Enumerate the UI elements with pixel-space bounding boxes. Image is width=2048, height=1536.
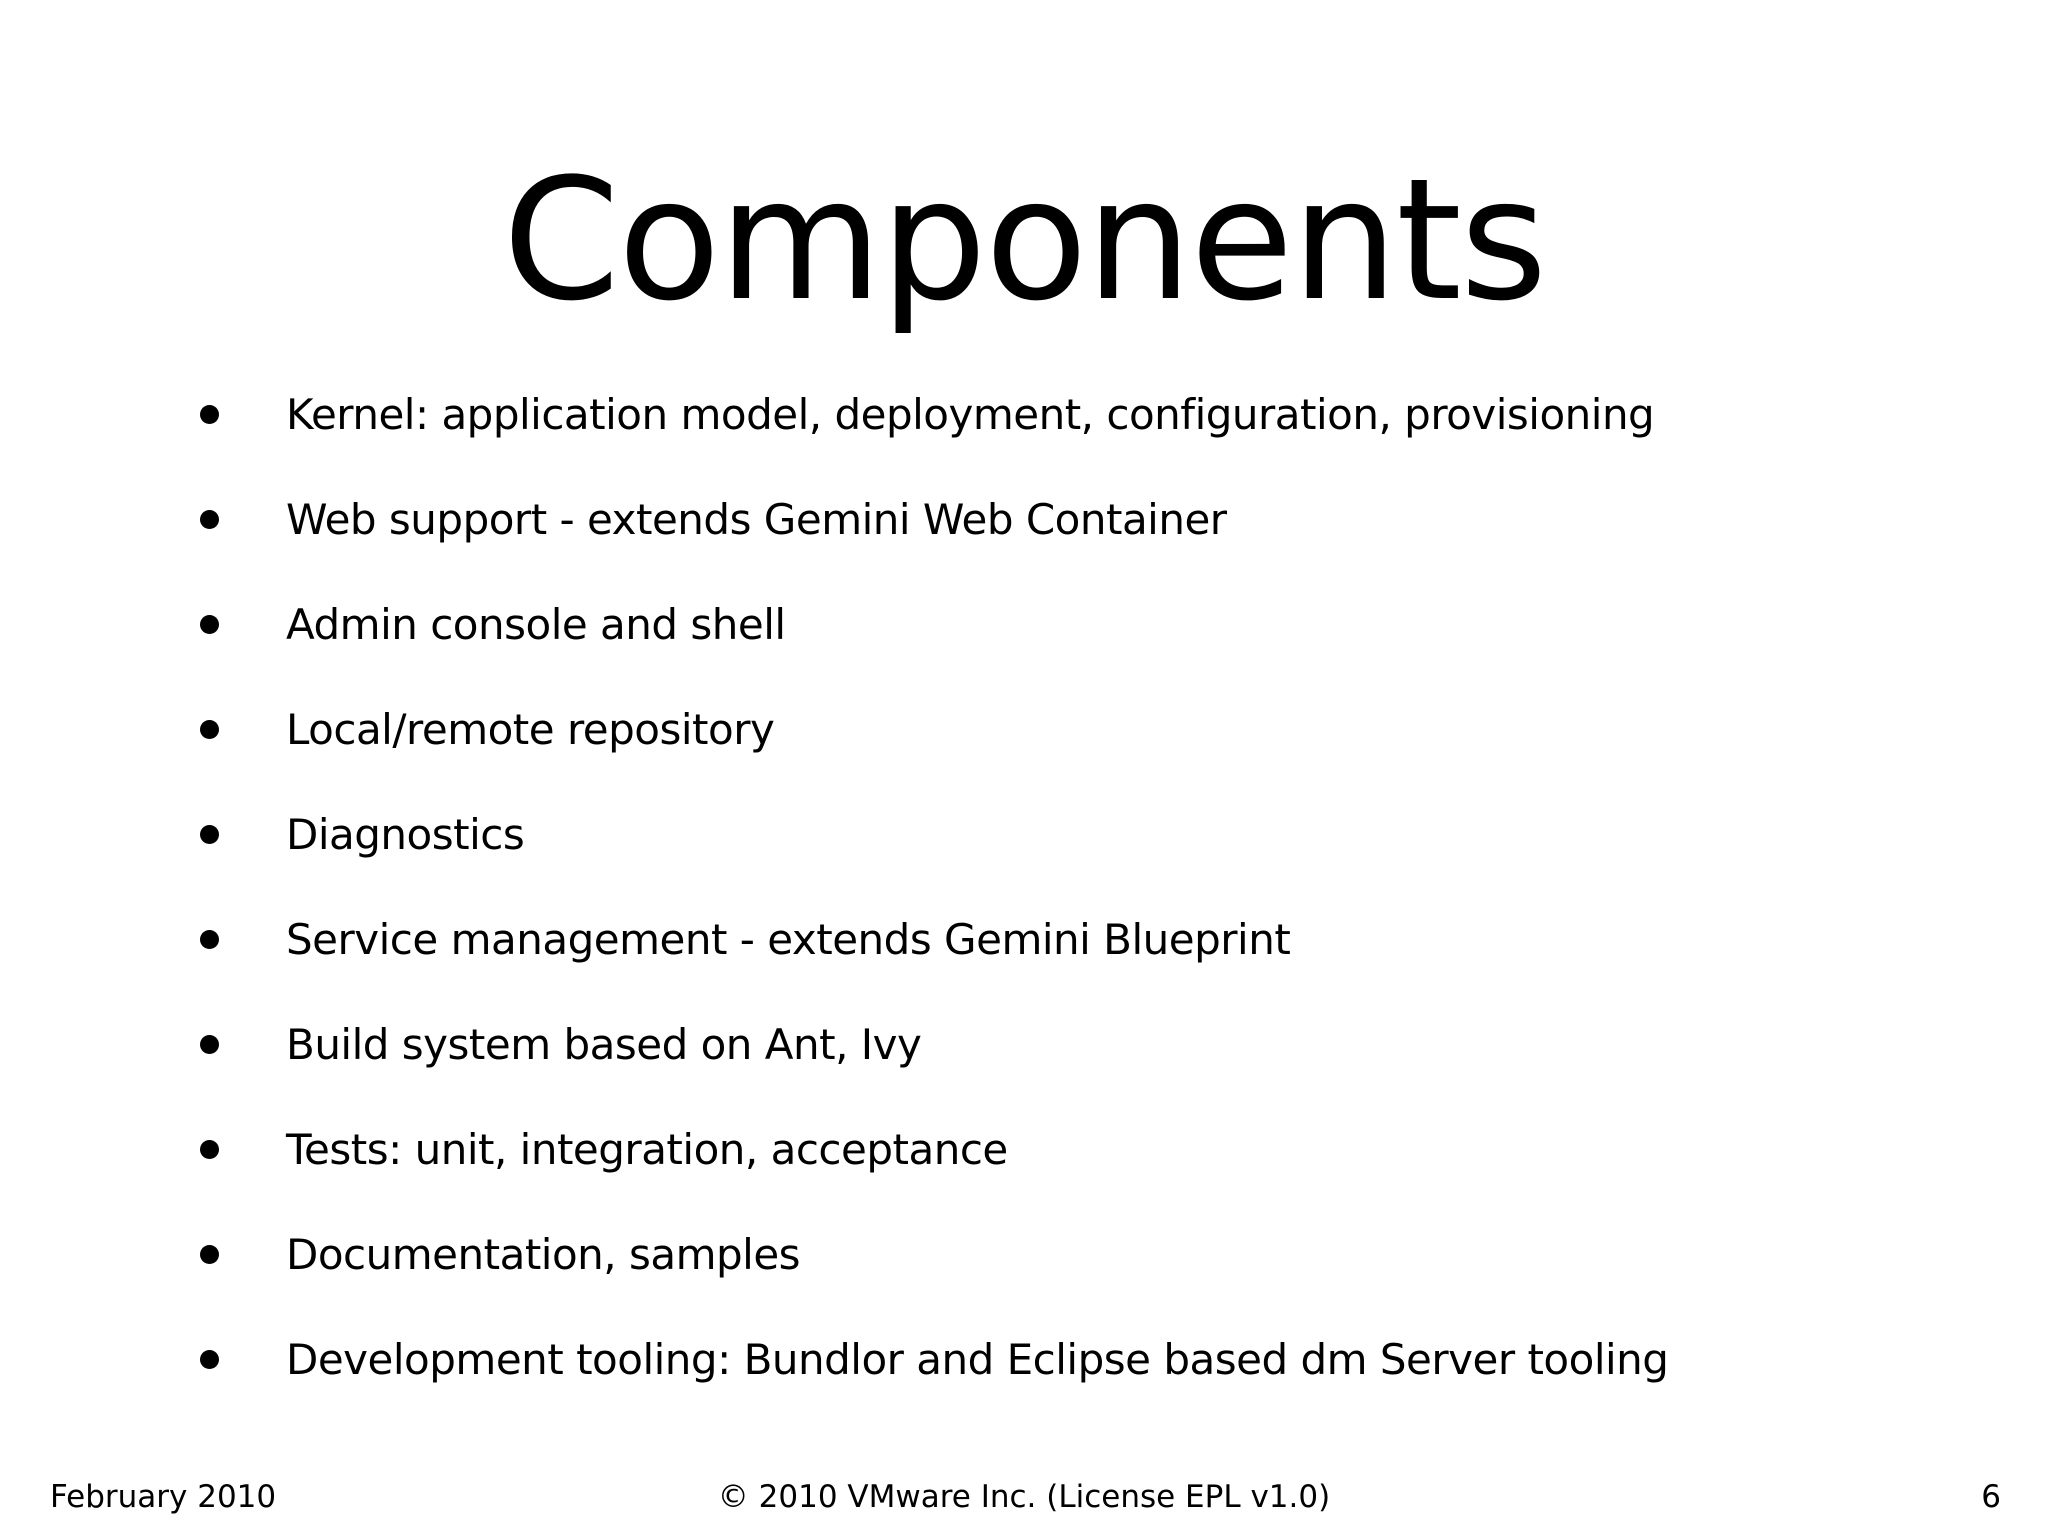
bullet-point-icon [200,720,219,739]
bullet-item-tests [190,1120,1990,1225]
bullet-item-web-support [190,490,1990,595]
bullet-text: Diagnostics [286,810,525,859]
bullet-point-icon [200,1245,219,1264]
bullet-item-repository [190,700,1990,805]
bullet-point-icon [200,510,219,529]
bullet-point-icon [200,1350,219,1369]
bullet-text: Service management - extends Gemini Blueprint [286,915,1291,964]
bullet-item-documentation [190,1225,1990,1330]
bullet-item-kernel [190,385,1990,490]
bullet-text: Tests: unit, integration, acceptance [286,1125,1008,1174]
bullet-text: Local/remote repository [286,705,775,754]
footer-copyright: © 2010 VMware Inc. (License EPL v1.0) [717,1479,1331,1515]
bullet-text: Kernel: application model, deployment, configuration, provisioning [286,390,1655,439]
slide-title: Components [502,142,1546,338]
bullet-point-icon [200,825,219,844]
bullet-item-service-management [190,910,1990,1015]
bullet-item-diagnostics [190,805,1990,910]
bullet-point-icon [200,930,219,949]
bullet-text: Web support - extends Gemini Web Container [286,495,1227,544]
bullet-item-development-tooling [190,1330,1990,1435]
bullet-item-admin-console [190,595,1990,700]
footer-date: February 2010 [50,1479,277,1515]
bullet-list [190,385,1990,1435]
page-number: 6 [1981,1479,2001,1515]
bullet-point-icon [200,405,219,424]
bullet-item-build-system [190,1015,1990,1120]
bullet-text: Development tooling: Bundlor and Eclipse based dm Server tooling [286,1335,1669,1384]
bullet-text: Build system based on Ant, Ivy [286,1020,922,1069]
bullet-point-icon [200,1140,219,1159]
bullet-point-icon [200,1035,219,1054]
bullet-text: Admin console and shell [286,600,786,649]
bullet-text: Documentation, samples [286,1230,801,1279]
bullet-point-icon [200,615,219,634]
